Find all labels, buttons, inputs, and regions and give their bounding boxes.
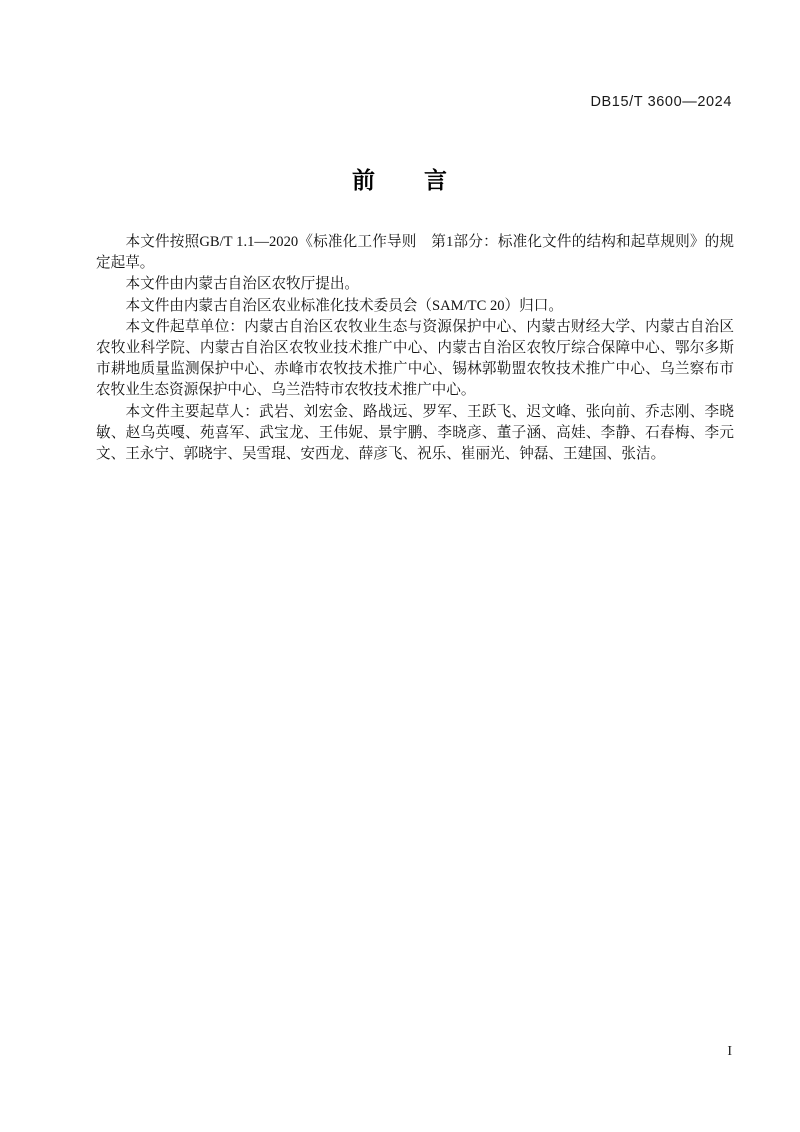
foreword-paragraph-proposed-by: 本文件由内蒙古自治区农牧厅提出。	[125, 276, 360, 293]
foreword-paragraph-drafting-units: 本文件起草单位：内蒙古自治区农牧业生态与资源保护中心、内蒙古财经大学、内蒙古自治区农牧业科学院、内蒙古自治区农牧业技术推广中心、内蒙古自治区农牧厅综合保障中心、鄂尔多斯市耕地质量监测保护中心、赤峰市农牧技术推广中心、锡林郭勒盟农牧技术推广中心、乌兰察布市农牧业生态资源保护中心、乌兰浩特市农牧技术推广中心。	[96, 318, 734, 399]
foreword-paragraph-administered-by: 本文件由内蒙古自治区农业标准化技术委员会（SAM/TC 20）归口。	[125, 297, 563, 314]
foreword-body	[96, 232, 734, 465]
footer-page-number: I	[727, 1044, 732, 1059]
foreword-paragraph-main-drafters: 本文件主要起草人：武岩、刘宏金、路战远、罗军、王跃飞、迟文峰、张向前、乔志刚、李晓敏、赵乌英嘎、苑喜军、武宝龙、王伟妮、景宇鹏、李晓彦、董子涵、高娃、李静、石春梅、李元文、王永宁、郭晓宇、吴雪琨、安西龙、薛彦飞、祝乐、崔丽光、钟磊、王建国、张洁。	[96, 403, 734, 463]
page-title-foreword: 前 言	[352, 168, 448, 194]
foreword-paragraph-drafted-per: 本文件按照GB/T 1.1—2020《标准化工作导则 第1部分：标准化文件的结构和起草规则》的规定起草。	[96, 234, 734, 272]
running-header-standard-number: DB15/T 3600—2024	[590, 94, 732, 110]
